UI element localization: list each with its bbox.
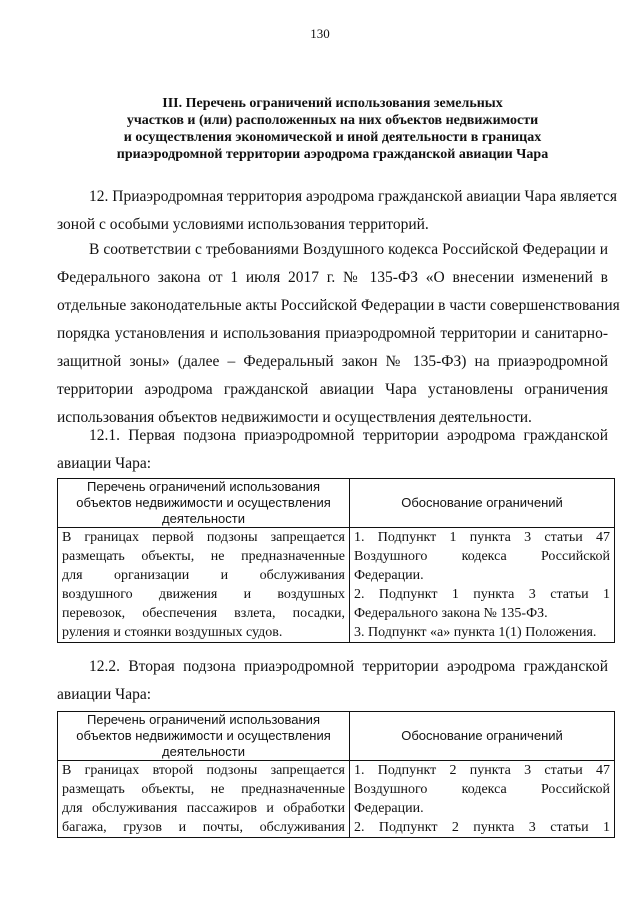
paragraph-line: территории аэродрома гражданской авиации Чара установлены ограничения [57, 381, 608, 398]
header-line: Перечень ограничений использования [87, 712, 320, 727]
restrictions-table-subzone-1 [57, 478, 615, 643]
paragraph-line: В соответствии с требованиями Воздушного кодекса Российской Федерации и [89, 241, 608, 258]
restriction-cell [58, 761, 350, 838]
cell-line: перевозок, обеспечения взлета, посадки, [62, 606, 345, 621]
cell-line: 2. Подпункт 1 пункта 3 статьи 1 [354, 587, 610, 602]
paragraph-line: использования объектов недвижимости и осуществления деятельности. [57, 409, 532, 426]
cell-line: 2. Подпункт 2 пункта 3 статьи 1 [354, 820, 610, 835]
cell-line: 1. Подпункт 2 пункта 3 статьи 47 [354, 763, 610, 778]
cell-line: Федерации. [354, 801, 424, 816]
paragraph-12-2 [57, 653, 608, 709]
table-row [58, 528, 615, 643]
cell-line: В границах второй подзоны запрещается [62, 763, 345, 778]
header-justification: Обоснование ограничений [350, 712, 615, 761]
cell-line: руления и стоянки воздушных судов. [62, 625, 283, 640]
table-header-row [58, 479, 615, 528]
paragraph-12-1 [57, 422, 608, 478]
cell-line: Федерации. [354, 568, 424, 583]
paragraph-line: авиации Чара: [57, 455, 152, 472]
section-title [60, 95, 605, 163]
section-title-line: участков и (или) расположенных на них объектов недвижимости [126, 113, 539, 128]
header-justification: Обоснование ограничений [350, 479, 615, 528]
restriction-cell [58, 528, 350, 643]
paragraph-12 [57, 183, 617, 239]
cell-line: размещать объекты, не предназначенные [62, 782, 345, 797]
cell-line: багажа, грузов и почты, обслуживания [62, 820, 345, 835]
table-row [58, 761, 615, 838]
cell-line: для обслуживания пассажиров и обработки [62, 801, 345, 816]
paragraph-line: защитной зоны» (далее – Федеральный закон № 135-ФЗ) на приаэродромной [57, 353, 608, 370]
cell-line: 3. Подпункт «а» пункта 1(1) Положения. [354, 625, 597, 640]
cell-line: Воздушного кодекса Российской [354, 782, 610, 797]
paragraph-line: зоной с особыми условиями использования территорий. [57, 216, 429, 233]
cell-line: размещать объекты, не предназначенные [62, 549, 345, 564]
justification-cell [350, 761, 615, 838]
paragraph-line: авиации Чара: [57, 686, 152, 703]
header-line: Перечень ограничений использования [87, 479, 320, 494]
header-restrictions [58, 712, 350, 761]
restrictions-table-subzone-2 [57, 711, 615, 838]
header-restrictions [58, 479, 350, 528]
cell-line: Воздушного кодекса Российской [354, 549, 610, 564]
section-title-line: III. Перечень ограничений использования земельных [162, 96, 503, 111]
paragraph-line: 12. Приаэродромная территория аэродрома гражданской авиации Чара является [89, 188, 617, 205]
paragraph-line: 12.1. Первая подзона приаэродромной территории аэродрома гражданской [89, 427, 608, 444]
justification-cell [350, 528, 615, 643]
cell-line: воздушного движения и воздушных [62, 587, 345, 602]
paragraph-line: порядка установления и использования приаэродромной территории и санитарно- [57, 325, 608, 342]
cell-line: Федерального закона № 135-ФЗ. [354, 606, 548, 621]
section-title-line: и осуществления экономической и иной деятельности в границах [123, 130, 542, 145]
header-line: объектов недвижимости и осуществления [76, 728, 331, 743]
cell-line: 1. Подпункт 1 пункта 3 статьи 47 [354, 530, 610, 545]
header-line: объектов недвижимости и осуществления [76, 495, 331, 510]
page-number: 130 [310, 26, 330, 41]
paragraph-law [57, 236, 620, 432]
cell-line: для организации и обслуживания [62, 568, 345, 583]
header-line: деятельности [162, 744, 245, 759]
paragraph-line: 12.2. Вторая подзона приаэродромной территории аэродрома гражданской [89, 658, 608, 675]
section-title-line: приаэродромной территории аэродрома гражданской авиации Чара [116, 147, 549, 162]
header-line: деятельности [162, 511, 245, 526]
paragraph-line: Федерального закона от 1 июля 2017 г. № 135-ФЗ «О внесении изменений в [57, 269, 608, 286]
paragraph-line: отдельные законодательные акты Российской Федерации в части совершенствования [57, 297, 620, 314]
table-header-row [58, 712, 615, 761]
cell-line: В границах первой подзоны запрещается [62, 530, 345, 545]
